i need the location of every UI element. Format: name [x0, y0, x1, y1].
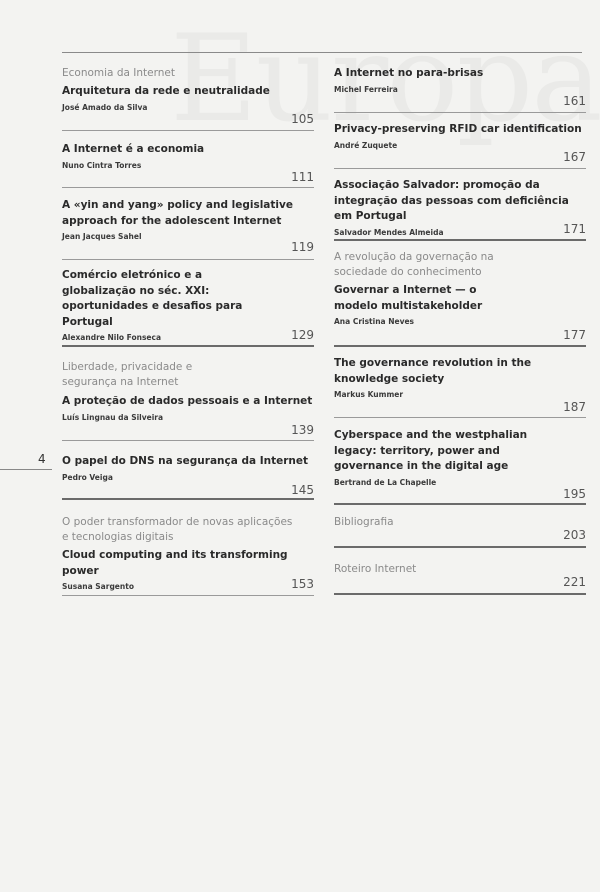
page-ref: 145	[291, 483, 314, 497]
section-end-rule	[334, 239, 586, 241]
chapter-author: André Zuquete	[334, 140, 398, 150]
chapter-author: Nuno Cintra Torres	[62, 160, 142, 170]
chapter-title: A proteção de dados pessoais e a Internet	[62, 395, 313, 407]
chapter-title: Associação Salvador: promoção da integração das pessoas com deficiência em Portugal	[334, 179, 569, 222]
chapter-title: Cloud computing and its transforming power	[62, 549, 288, 577]
page-ref: 161	[563, 94, 586, 108]
entry-rule	[62, 187, 314, 188]
section-heading: Liberdade, privacidade e segurança na Internet	[62, 361, 193, 388]
entry-rule	[334, 417, 586, 418]
chapter-author: Bertrand de La Chapelle	[334, 477, 437, 487]
toc-entry[interactable]	[62, 360, 314, 444]
section-end-rule	[334, 593, 586, 595]
chapter-title: A «yin and yang» policy and legislative approach for the adolescent Internet	[62, 199, 293, 227]
chapter-author: José Amado da Silva	[62, 102, 148, 112]
entry-rule	[62, 595, 314, 596]
toc-entry[interactable]	[334, 428, 586, 504]
right-column	[334, 0, 586, 892]
section-end-rule	[334, 546, 586, 548]
page-ref: 129	[291, 328, 314, 342]
section-end-rule	[62, 345, 314, 347]
chapter-author: Michel Ferreira	[334, 84, 398, 94]
chapter-author: Markus Kummer	[334, 390, 404, 399]
toc-entry[interactable]	[334, 515, 586, 549]
page-ref: 111	[291, 170, 314, 184]
toc-entry[interactable]	[62, 142, 314, 188]
section-heading: A revolução da governação na sociedade do conhecimento	[334, 251, 494, 278]
page-ref: 221	[563, 575, 586, 589]
chapter-author: Salvador Mendes Almeida	[334, 227, 444, 237]
toc-entry[interactable]	[334, 66, 586, 114]
section-heading: O poder transformador de novas aplicações e tecnologias digitais	[62, 516, 293, 543]
chapter-title: Arquitetura da rede e neutralidade	[62, 85, 270, 97]
chapter-title: Governar a Internet — o modelo multistakeholder	[334, 284, 483, 312]
entry-rule	[62, 130, 314, 131]
page-ref: 171	[563, 222, 586, 236]
chapter-title: A Internet é a economia	[62, 143, 205, 155]
toc-entry[interactable]	[334, 122, 586, 170]
left-column	[62, 0, 316, 892]
toc-entry[interactable]	[62, 515, 314, 599]
chapter-title: A Internet no para-brisas	[334, 67, 484, 79]
toc-entry[interactable]	[62, 198, 314, 262]
page-ref: 119	[291, 240, 314, 254]
chapter-title: Cyberspace and the westphalian legacy: territory, power and governance in the digital age	[334, 429, 528, 472]
page-ref: 187	[563, 400, 586, 414]
chapter-title: Comércio eletrónico e a globalização no séc. XXI: oportunidades e desafios para Portugal	[62, 269, 243, 328]
page-ref: 167	[563, 150, 586, 164]
section-heading: Bibliografia	[334, 516, 394, 528]
section-end-rule	[62, 498, 314, 500]
section-end-rule	[334, 503, 586, 505]
chapter-author: Pedro Veiga	[62, 472, 113, 482]
section-heading: Roteiro Internet	[334, 563, 417, 575]
page-ref: 139	[291, 423, 314, 437]
toc-entry[interactable]	[334, 250, 586, 346]
chapter-title: O papel do DNS na segurança da Internet	[62, 455, 309, 467]
page-ref: 153	[291, 577, 314, 591]
chapter-author: Susana Sargento	[62, 582, 134, 591]
chapter-author: Jean Jacques Sahel	[62, 232, 142, 241]
page-ref: 105	[291, 112, 314, 126]
chapter-title: The governance revolution in the knowledge society	[334, 357, 532, 385]
page-ref: 177	[563, 328, 586, 342]
entry-rule	[334, 112, 586, 113]
chapter-title: Privacy-preserving RFID car identification	[334, 123, 582, 135]
page-ref: 203	[563, 528, 586, 542]
toc-entry[interactable]	[62, 454, 314, 502]
section-heading: Economia da Internet	[62, 67, 175, 79]
page-number: 4	[38, 452, 46, 466]
section-end-rule	[334, 345, 586, 347]
page-number-rule	[0, 469, 52, 470]
chapter-author: Luís Lingnau da Silveira	[62, 412, 164, 422]
toc-entry[interactable]	[334, 178, 586, 242]
page-ref: 195	[563, 487, 586, 501]
entry-rule	[62, 259, 314, 260]
toc-entry[interactable]	[62, 66, 314, 132]
toc-entry[interactable]	[334, 356, 586, 420]
chapter-author: Alexandre Nilo Fonseca	[62, 333, 162, 342]
toc-entry[interactable]	[62, 268, 314, 348]
toc-entry[interactable]	[334, 562, 586, 596]
entry-rule	[334, 168, 586, 169]
entry-rule	[62, 440, 314, 441]
chapter-author: Ana Cristina Neves	[334, 317, 415, 326]
